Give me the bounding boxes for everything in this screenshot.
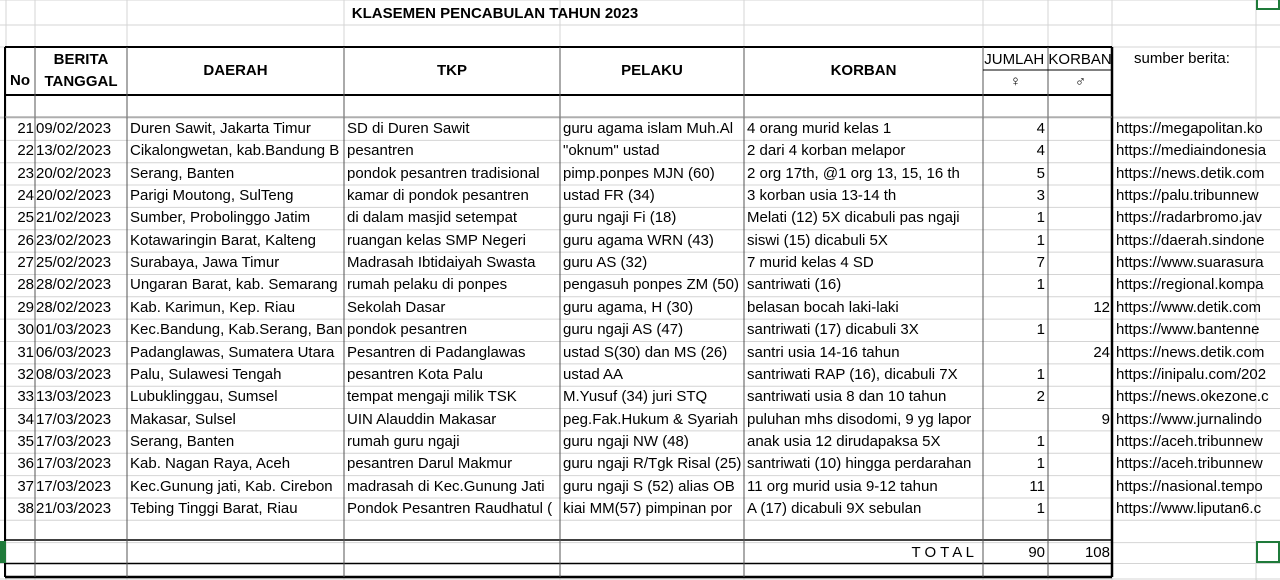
- cell-pelaku[interactable]: peg.Fak.Hukum & Syariah: [563, 410, 739, 428]
- cell-sumber[interactable]: https://www.suarasura: [1116, 254, 1264, 272]
- cell-female-count[interactable]: 3: [1036, 187, 1045, 205]
- cell-no[interactable]: 21: [17, 120, 34, 137]
- cell-daerah[interactable]: Lubuklinggau, Sumsel: [130, 388, 278, 406]
- cell-female-count[interactable]: 1: [1036, 321, 1045, 339]
- cell-no[interactable]: 23: [17, 164, 34, 182]
- cell-tanggal[interactable]: 25/02/2023: [36, 254, 112, 272]
- cell-pelaku[interactable]: ustad AA: [563, 365, 624, 383]
- cell-tkp[interactable]: kamar di pondok pesantren: [347, 187, 529, 205]
- cell-daerah[interactable]: Padanglawas, Sumatera Utara: [130, 343, 335, 361]
- cell-daerah[interactable]: Palu, Sulawesi Tengah: [130, 365, 282, 383]
- selection-marker-left: [0, 541, 6, 563]
- cell-korban[interactable]: belasan bocah laki-laki: [747, 298, 899, 316]
- header-tkp[interactable]: TKP: [437, 62, 467, 79]
- cell-korban[interactable]: santriwati RAP (16), dicabuli 7X: [747, 365, 958, 383]
- cell-no[interactable]: 26: [17, 231, 34, 249]
- cell-no[interactable]: 22: [17, 142, 34, 160]
- cell-pelaku[interactable]: ustad S(30) dan MS (26): [563, 343, 728, 361]
- cell-tkp[interactable]: Madrasah Ibtidaiyah Swasta: [347, 254, 536, 272]
- cell-sumber[interactable]: https://megapolitan.ko: [1116, 120, 1263, 137]
- cell-tkp[interactable]: Sekolah Dasar: [347, 298, 446, 316]
- cell-sumber[interactable]: https://regional.kompa: [1116, 276, 1264, 294]
- cell-no[interactable]: 31: [17, 343, 34, 361]
- cell-tanggal[interactable]: 08/03/2023: [36, 365, 112, 383]
- cell-pelaku[interactable]: M.Yusuf (34) juri STQ: [563, 388, 708, 406]
- cell-pelaku[interactable]: guru AS (32): [563, 254, 648, 272]
- cell-korban[interactable]: 3 korban usia 13-14 th: [747, 187, 897, 205]
- cell-korban[interactable]: santriwati (16): [747, 276, 842, 294]
- cell-sumber[interactable]: https://mediaindonesia: [1116, 142, 1267, 160]
- cell-korban[interactable]: 2 org 17th, @1 org 13, 15, 16 th: [747, 164, 960, 182]
- cell-korban[interactable]: santriwati (10) hingga perdarahan: [747, 455, 972, 473]
- header-jumlah-korban[interactable]: JUMLAH KORBAN: [984, 51, 1112, 68]
- cell-tanggal[interactable]: 17/03/2023: [36, 455, 112, 473]
- cell-tkp[interactable]: Pesantren di Padanglawas: [347, 343, 526, 361]
- cell-tkp[interactable]: tempat mengaji milik TSK: [347, 388, 517, 406]
- cell-no[interactable]: 33: [17, 388, 34, 406]
- selected-cell[interactable]: [1256, 541, 1280, 563]
- cell-daerah[interactable]: Cikalongwetan, kab.Bandung B: [130, 142, 340, 160]
- cell-no[interactable]: 34: [17, 410, 34, 428]
- cell-pelaku[interactable]: guru ngaji NW (48): [563, 432, 689, 450]
- cell-sumber[interactable]: https://news.detik.com: [1116, 343, 1265, 361]
- cell-daerah[interactable]: Duren Sawit, Jakarta Timur: [130, 120, 311, 137]
- header-korban[interactable]: KORBAN: [830, 62, 897, 79]
- cell-tanggal[interactable]: 13/03/2023: [36, 388, 112, 406]
- sheet-title: KLASEMEN PENCABULAN TAHUN 2023: [351, 5, 639, 22]
- header-female-icon[interactable]: ♀: [1009, 73, 1022, 90]
- cell-tkp[interactable]: di dalam masjid setempat: [347, 209, 518, 227]
- cell-pelaku[interactable]: guru agama, H (30): [563, 298, 694, 316]
- cell-tkp[interactable]: madrasah di Kec.Gunung Jati: [347, 477, 545, 495]
- cell-female-count[interactable]: 1: [1036, 231, 1045, 249]
- cell-sumber[interactable]: https://aceh.tribunnew: [1116, 455, 1263, 473]
- cell-daerah[interactable]: Kotawaringin Barat, Kalteng: [130, 231, 316, 249]
- cell-sumber[interactable]: https://www.bantenne: [1116, 321, 1260, 339]
- header-no[interactable]: No: [10, 72, 30, 89]
- cell-no[interactable]: 25: [17, 209, 34, 227]
- cell-no[interactable]: 28: [17, 276, 34, 294]
- header-tanggal[interactable]: TANGGAL: [44, 73, 118, 90]
- cell-tkp[interactable]: ruangan kelas SMP Negeri: [347, 231, 526, 249]
- cell-daerah[interactable]: Tebing Tinggi Barat, Riau: [130, 499, 298, 517]
- cell-pelaku[interactable]: guru agama islam Muh.Al: [563, 120, 734, 137]
- cell-tanggal[interactable]: 01/03/2023: [36, 321, 112, 339]
- cell-pelaku[interactable]: guru ngaji S (52) alias OB: [563, 477, 735, 495]
- cell-sumber[interactable]: https://daerah.sindone: [1116, 231, 1265, 249]
- total-female[interactable]: 90: [1028, 544, 1045, 561]
- cell-tkp[interactable]: pondok pesantren tradisional: [347, 164, 540, 182]
- cell-tkp[interactable]: UIN Alauddin Makasar: [347, 410, 497, 428]
- cell-korban[interactable]: santriwati (17) dicabuli 3X: [747, 321, 919, 339]
- header-pelaku[interactable]: PELAKU: [621, 62, 683, 79]
- header-male-icon[interactable]: ♂: [1074, 73, 1087, 90]
- cell-female-count[interactable]: 5: [1036, 164, 1045, 182]
- cell-tkp[interactable]: SD di Duren Sawit: [347, 120, 470, 137]
- cell-daerah[interactable]: Makasar, Sulsel: [130, 410, 236, 428]
- cell-female-count[interactable]: 1: [1036, 276, 1045, 294]
- cell-tanggal[interactable]: 17/03/2023: [36, 477, 112, 495]
- cell-daerah[interactable]: Parigi Moutong, SulTeng: [130, 187, 294, 205]
- cell-pelaku[interactable]: kiai MM(57) pimpinan por: [563, 499, 733, 517]
- cell-sumber[interactable]: https://inipalu.com/202: [1116, 365, 1267, 383]
- cell-sumber[interactable]: https://www.jurnalindo: [1116, 410, 1262, 428]
- cell-tanggal[interactable]: 23/02/2023: [36, 231, 112, 249]
- cell-no[interactable]: 29: [17, 298, 34, 316]
- cell-no[interactable]: 37: [17, 477, 34, 495]
- cell-tkp[interactable]: pondok pesantren: [347, 321, 468, 339]
- cell-daerah[interactable]: Serang, Banten: [130, 432, 235, 450]
- cell-female-count[interactable]: 2: [1036, 388, 1045, 406]
- cell-daerah[interactable]: Kec.Bandung, Kab.Serang, Ban: [130, 321, 343, 339]
- cell-male-count[interactable]: 24: [1093, 343, 1110, 361]
- cell-female-count[interactable]: 4: [1036, 120, 1045, 137]
- cell-tkp[interactable]: rumah pelaku di ponpes: [347, 276, 508, 294]
- cell-korban[interactable]: puluhan mhs disodomi, 9 yg lapor: [747, 410, 972, 428]
- cell-korban[interactable]: anak usia 12 dirudapaksa 5X: [747, 432, 941, 450]
- cell-sumber[interactable]: https://www.detik.com: [1116, 298, 1262, 316]
- selected-column-marker: [1256, 0, 1280, 10]
- cell-pelaku[interactable]: pengasuh ponpes ZM (50): [563, 276, 739, 294]
- cell-tkp[interactable]: rumah guru ngaji: [347, 432, 460, 450]
- cell-female-count[interactable]: 4: [1036, 142, 1045, 160]
- cell-female-count[interactable]: 1: [1036, 209, 1045, 227]
- cell-pelaku[interactable]: guru agama WRN (43): [563, 231, 714, 249]
- cell-pelaku[interactable]: "oknum" ustad: [563, 142, 660, 160]
- cell-female-count[interactable]: 1: [1036, 455, 1045, 473]
- cell-daerah[interactable]: Sumber, Probolinggo Jatim: [130, 209, 311, 227]
- cell-daerah[interactable]: Serang, Banten: [130, 164, 235, 182]
- cell-korban[interactable]: 7 murid kelas 4 SD: [747, 254, 874, 272]
- cell-tanggal[interactable]: 13/02/2023: [36, 142, 112, 160]
- cell-sumber[interactable]: https://news.detik.com: [1116, 164, 1265, 182]
- cell-no[interactable]: 32: [17, 365, 34, 383]
- cell-korban[interactable]: Melati (12) 5X dicabuli pas ngaji: [747, 209, 960, 227]
- cell-daerah[interactable]: Kab. Karimun, Kep. Riau: [130, 298, 296, 316]
- cell-sumber[interactable]: https://nasional.tempo: [1116, 477, 1263, 495]
- cell-no[interactable]: 30: [17, 321, 34, 339]
- cell-korban[interactable]: A (17) dicabuli 9X sebulan: [747, 499, 922, 517]
- cell-korban[interactable]: santri usia 14-16 tahun: [747, 343, 900, 361]
- header-berita[interactable]: BERITA: [53, 51, 109, 68]
- cell-tanggal[interactable]: 09/02/2023: [36, 120, 112, 137]
- cell-pelaku[interactable]: pimp.ponpes MJN (60): [563, 164, 715, 182]
- cell-tkp[interactable]: Pondok Pesantren Raudhatul (: [347, 499, 553, 517]
- cell-daerah[interactable]: Kec.Gunung jati, Kab. Cirebon: [130, 477, 333, 495]
- cell-daerah[interactable]: Kab. Nagan Raya, Aceh: [130, 455, 291, 473]
- cell-no[interactable]: 36: [17, 455, 34, 473]
- cell-korban[interactable]: 4 orang murid kelas 1: [747, 120, 892, 137]
- cell-tanggal[interactable]: 17/03/2023: [36, 410, 112, 428]
- cell-tanggal[interactable]: 20/02/2023: [36, 187, 112, 205]
- cell-korban[interactable]: 2 dari 4 korban melapor: [747, 142, 906, 160]
- cell-tanggal[interactable]: 20/02/2023: [36, 164, 112, 182]
- sumber-berita-label[interactable]: sumber berita:: [1134, 50, 1230, 67]
- cell-tanggal[interactable]: 28/02/2023: [36, 298, 112, 316]
- cell-sumber[interactable]: https://radarbromo.jav: [1116, 209, 1262, 227]
- cell-no[interactable]: 38: [17, 499, 34, 517]
- cell-female-count[interactable]: 1: [1036, 432, 1045, 450]
- cell-pelaku[interactable]: guru ngaji AS (47): [563, 321, 684, 339]
- cell-sumber[interactable]: https://www.liputan6.c: [1116, 499, 1262, 517]
- cell-no[interactable]: 35: [17, 432, 34, 450]
- cell-tanggal[interactable]: 28/02/2023: [36, 276, 112, 294]
- cell-male-count[interactable]: 9: [1101, 410, 1110, 428]
- cell-pelaku[interactable]: ustad FR (34): [563, 187, 655, 205]
- cell-sumber[interactable]: https://aceh.tribunnew: [1116, 432, 1263, 450]
- cell-tkp[interactable]: pesantren Kota Palu: [347, 365, 483, 383]
- total-label[interactable]: T O T A L: [911, 544, 974, 561]
- header-daerah[interactable]: DAERAH: [203, 62, 268, 79]
- cell-tkp[interactable]: pesantren Darul Makmur: [347, 455, 513, 473]
- cell-tanggal[interactable]: 06/03/2023: [36, 343, 112, 361]
- cell-no[interactable]: 24: [17, 187, 34, 205]
- cell-female-count[interactable]: 11: [1029, 477, 1045, 495]
- cell-no[interactable]: 27: [17, 254, 34, 272]
- cell-male-count[interactable]: 12: [1093, 298, 1110, 316]
- total-male[interactable]: 108: [1084, 544, 1110, 561]
- cell-sumber[interactable]: https://news.okezone.c: [1116, 388, 1269, 406]
- cell-korban[interactable]: santriwati usia 8 dan 10 tahun: [747, 388, 947, 406]
- cell-tanggal[interactable]: 21/03/2023: [36, 499, 112, 517]
- cell-korban[interactable]: siswi (15) dicabuli 5X: [747, 231, 888, 249]
- cell-tanggal[interactable]: 17/03/2023: [36, 432, 112, 450]
- cell-pelaku[interactable]: guru ngaji R/Tgk Risal (25): [563, 455, 742, 473]
- cell-tkp[interactable]: pesantren: [347, 142, 414, 160]
- cell-korban[interactable]: 11 org murid usia 9-12 tahun: [747, 477, 938, 495]
- cell-tanggal[interactable]: 21/02/2023: [36, 209, 112, 227]
- cell-female-count[interactable]: 7: [1036, 254, 1045, 272]
- cell-daerah[interactable]: Ungaran Barat, kab. Semarang: [130, 276, 338, 294]
- cell-female-count[interactable]: 1: [1036, 365, 1045, 383]
- cell-pelaku[interactable]: guru ngaji Fi (18): [563, 209, 677, 227]
- cell-sumber[interactable]: https://palu.tribunnew: [1116, 187, 1259, 205]
- cell-female-count[interactable]: 1: [1036, 499, 1045, 517]
- cell-daerah[interactable]: Surabaya, Jawa Timur: [130, 254, 280, 272]
